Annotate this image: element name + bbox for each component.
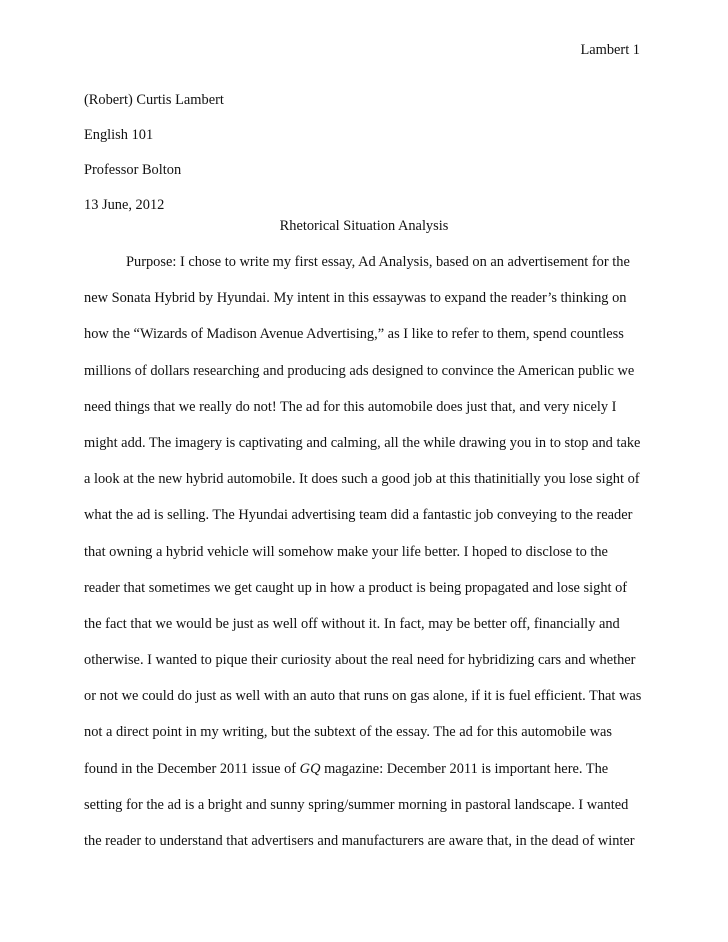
body-line-with-italic xyxy=(84,760,654,796)
line-text-before: found in the December 2011 issue of xyxy=(84,760,300,777)
instructor-name: Professor Bolton xyxy=(84,162,182,178)
body-line: that owning a hybrid vehicle will somehow make your life better. I hoped to disclose to the xyxy=(84,543,608,560)
body-line: Purpose: I chose to write my first essay, Ad Analysis, based on an advertisement for the xyxy=(126,254,630,270)
body-line: reader that sometimes we get caught up in how a product is being propagated and lose sight of xyxy=(84,579,628,596)
mla-heading xyxy=(84,92,224,232)
magazine-title: GQ xyxy=(299,760,321,777)
body-line: how the “Wizards of Madison Avenue Advertising,” as I like to refer to them, spend countless xyxy=(84,326,624,343)
body-line: new Sonata Hybrid by Hyundai. My intent in this essaywas to expand the reader’s thinking on xyxy=(84,290,627,307)
running-head: Lambert 1 xyxy=(580,42,640,58)
body-line: not a direct point in my writing, but the subtext of the essay. The ad for this automobile was xyxy=(84,724,612,741)
essay-body xyxy=(84,253,654,868)
essay-title: Rhetorical Situation Analysis xyxy=(279,218,449,234)
body-line: the fact that we would be just as well off without it. In fact, may be better off, financially and xyxy=(84,615,620,632)
body-line: the reader to understand that advertisers and manufacturers are aware that, in the dead of winter xyxy=(84,833,635,849)
author-name: (Robert) Curtis Lambert xyxy=(84,92,224,108)
body-line: need things that we really do not! The ad for this automobile does just that, and very nicely I xyxy=(84,398,617,415)
body-line: might add. The imagery is captivating and calming, all the while drawing you in to stop and take xyxy=(84,434,641,451)
body-line: setting for the ad is a bright and sunny spring/summer morning in pastoral landscape. I wanted xyxy=(84,796,629,813)
essay-date: 13 June, 2012 xyxy=(84,197,165,213)
line-text-after: magazine: December 2011 is important here. The xyxy=(320,760,609,777)
body-line: otherwise. I wanted to pique their curiosity about the real need for hybridizing cars and whether xyxy=(84,652,636,669)
course-name: English 101 xyxy=(84,127,154,143)
body-line: millions of dollars researching and producing ads designed to convince the American public we xyxy=(84,362,635,379)
body-line: a look at the new hybrid automobile. It does such a good job at this thatinitially you lose sight of xyxy=(84,471,640,488)
body-line: what the ad is selling. The Hyundai advertising team did a fantastic job conveying to the reader xyxy=(84,507,633,524)
body-line: or not we could do just as well with an auto that runs on gas alone, if it is fuel efficient. That was xyxy=(84,688,642,705)
